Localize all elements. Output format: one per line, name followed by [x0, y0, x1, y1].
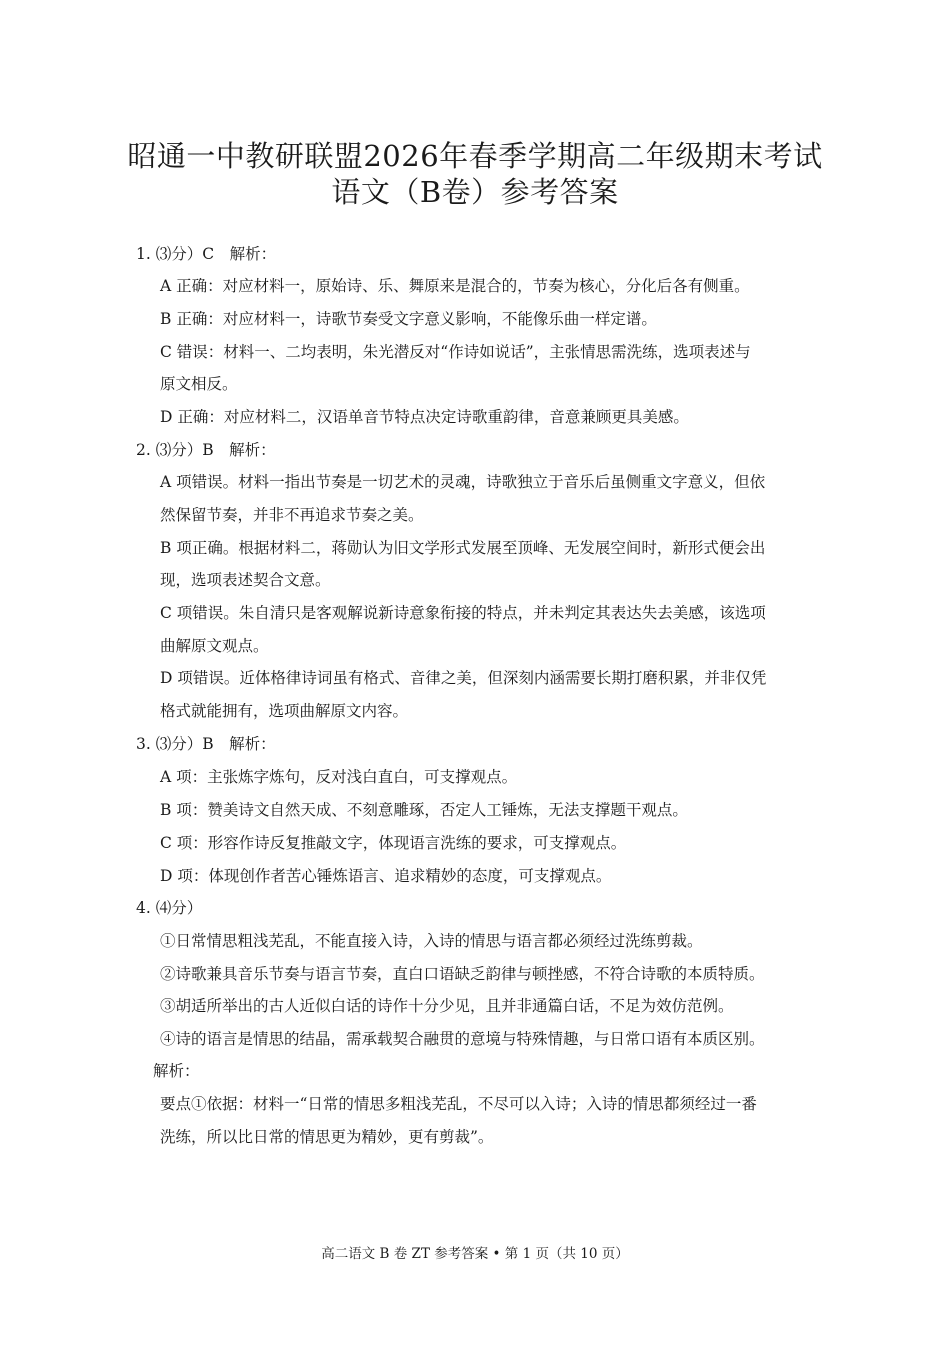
- q4-point-1: ①日常情思粗浅芜乱，不能直接入诗，入诗的情思与语言都必须经过洗练剪裁。: [160, 932, 703, 950]
- page-title: 昭通一中教研联盟2026年春季学期高二年级期末考试: [127, 139, 823, 173]
- q2-option-d-cont: 格式就能拥有，选项曲解原文内容。: [160, 702, 409, 720]
- q2-option-a: A 项错误。材料一指出节奏是一切艺术的灵魂，诗歌独立于音乐后虽侧重文字意义，但依: [160, 473, 766, 491]
- q3-option-c: C 项：形容作诗反复推敲文字，体现语言洗练的要求，可支撑观点。: [160, 834, 627, 852]
- q3-option-a: A 项：主张炼字炼句，反对浅白直白，可支撑观点。: [160, 768, 518, 786]
- q4-analysis-text: 要点①依据：材料一“日常的情思多粗浅芜乱，不尽可以入诗；入诗的情思都须经过一番: [160, 1095, 757, 1113]
- question-2-header: 2. ⑶分）B 解析：: [136, 441, 276, 459]
- q1-option-c-cont: 原文相反。: [160, 375, 238, 393]
- q1-option-a: A 正确：对应材料一，原始诗、乐、舞原来是混合的，节奏为核心，分化后各有侧重。: [160, 277, 750, 295]
- q1-option-c: C 错误：材料一、二均表明，朱光潜反对“作诗如说话”，主张情思需洗练，选项表述与: [160, 343, 751, 361]
- q2-option-c-cont: 曲解原文观点。: [160, 637, 269, 655]
- q2-option-a-cont: 然保留节奏，并非不再追求节奏之美。: [160, 506, 424, 524]
- q4-point-4: ④诗的语言是情思的结晶，需承载契合融贯的意境与特殊情趣，与日常口语有本质区别。: [160, 1030, 765, 1048]
- q2-option-b: B 项正确。根据材料二，蒋勋认为旧文学形式发展至顶峰、无发展空间时，新形式便会出: [160, 539, 766, 557]
- q1-option-d: D 正确：对应材料二，汉语单音节特点决定诗歌重韵律，音意兼顾更具美感。: [160, 408, 689, 426]
- page-footer: 高二语文 B 卷 ZT 参考答案 • 第 1 页（共 10 页）: [321, 1246, 629, 1262]
- q2-option-d: D 项错误。近体格律诗词虽有格式、音律之美，但深刻内涵需要长期打磨积累，并非仅凭: [160, 669, 767, 687]
- q2-option-c: C 项错误。朱自清只是客观解说新诗意象衔接的特点，并未判定其表达失去美感，该选项: [160, 604, 766, 622]
- question-1-header: 1. ⑶分）C 解析：: [136, 245, 277, 263]
- q4-point-3: ③胡适所举出的古人近似白话的诗作十分少见，且并非通篇白话，不足为效仿范例。: [160, 997, 734, 1015]
- q2-option-b-cont: 现，选项表述契合文意。: [160, 571, 331, 589]
- q1-option-b: B 正确：对应材料一，诗歌节奏受文字意义影响，不能像乐曲一样定谱。: [160, 310, 657, 328]
- q4-analysis-text-cont: 洗练，所以比日常的情思更为精妙，更有剪裁”。: [160, 1128, 494, 1146]
- question-4-header: 4. ⑷分）: [136, 899, 203, 917]
- q3-option-d: D 项：体现创作者苦心锤炼语言、追求精妙的态度，可支撑观点。: [160, 867, 612, 885]
- page-subtitle: 语文（B卷）参考答案: [331, 175, 619, 209]
- question-3-header: 3. ⑶分）B 解析：: [136, 735, 276, 753]
- q4-point-2: ②诗歌兼具音乐节奏与语言节奏，直白口语缺乏韵律与顿挫感，不符合诗歌的本质特质。: [160, 965, 765, 983]
- q3-option-b: B 项：赞美诗文自然天成、不刻意雕琢，否定人工锤炼，无法支撑题干观点。: [160, 801, 688, 819]
- q4-analysis-label: 解析：: [153, 1062, 200, 1080]
